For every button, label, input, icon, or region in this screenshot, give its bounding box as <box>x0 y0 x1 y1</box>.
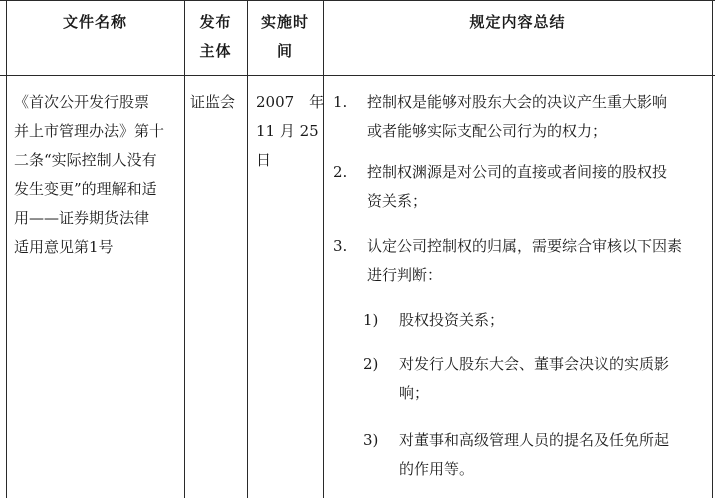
file-name-line: 用——证券期货法律 <box>14 209 150 227</box>
header-summary: 规定内容总结 <box>469 13 566 31</box>
point-line: 或者能够实际支配公司行为的权力； <box>367 122 608 140</box>
file-name-line: 二条“实际控制人没有 <box>14 151 157 169</box>
point-line: 控制权渊源是对公司的直接或者间接的股权投 <box>367 163 668 181</box>
header-issuer-line1: 发布 <box>199 13 232 31</box>
subpoint-number: 3) <box>363 431 379 449</box>
file-name-line: 发生变更”的理解和适 <box>14 180 157 198</box>
file-name-line: 并上市管理办法》第十 <box>14 122 165 140</box>
point-line: 认定公司控制权的归属，需要综合审核以下因素 <box>367 237 683 255</box>
subpoint-line: 对发行人股东大会、董事会决议的实质影 <box>399 355 670 373</box>
point-line: 控制权是能够对股东大会的决议产生重大影响 <box>367 93 668 111</box>
issuer-cell: 证监会 <box>190 93 236 111</box>
subpoint-line: 股权投资关系； <box>399 311 505 329</box>
subpoint-number: 2) <box>363 355 379 373</box>
subpoint-line: 对董事和高级管理人员的提名及任免所起 <box>399 431 670 449</box>
subpoint-line: 的作用等。 <box>399 460 475 478</box>
header-date-line2: 间 <box>276 42 293 60</box>
point-line: 进行判断： <box>367 266 443 284</box>
point-line: 资关系； <box>367 192 428 210</box>
point-number: 1. <box>333 93 348 111</box>
date-line: 11 月 25 <box>256 122 319 140</box>
header-divider <box>0 75 715 76</box>
date-line: 2007 年 <box>256 93 325 111</box>
header-file-name: 文件名称 <box>62 13 127 31</box>
file-name-line: 适用意见第1号 <box>14 238 114 256</box>
header-date-line1: 实施时 <box>260 13 309 31</box>
point-number: 3. <box>333 237 348 255</box>
point-number: 2. <box>333 163 348 181</box>
subpoint-number: 1) <box>363 311 379 329</box>
file-name-line: 《首次公开发行股票 <box>14 93 150 111</box>
header-issuer-line2: 主体 <box>199 42 232 60</box>
subpoint-line: 响； <box>399 384 430 402</box>
table-border-top <box>0 0 715 1</box>
date-line: 日 <box>256 151 272 169</box>
